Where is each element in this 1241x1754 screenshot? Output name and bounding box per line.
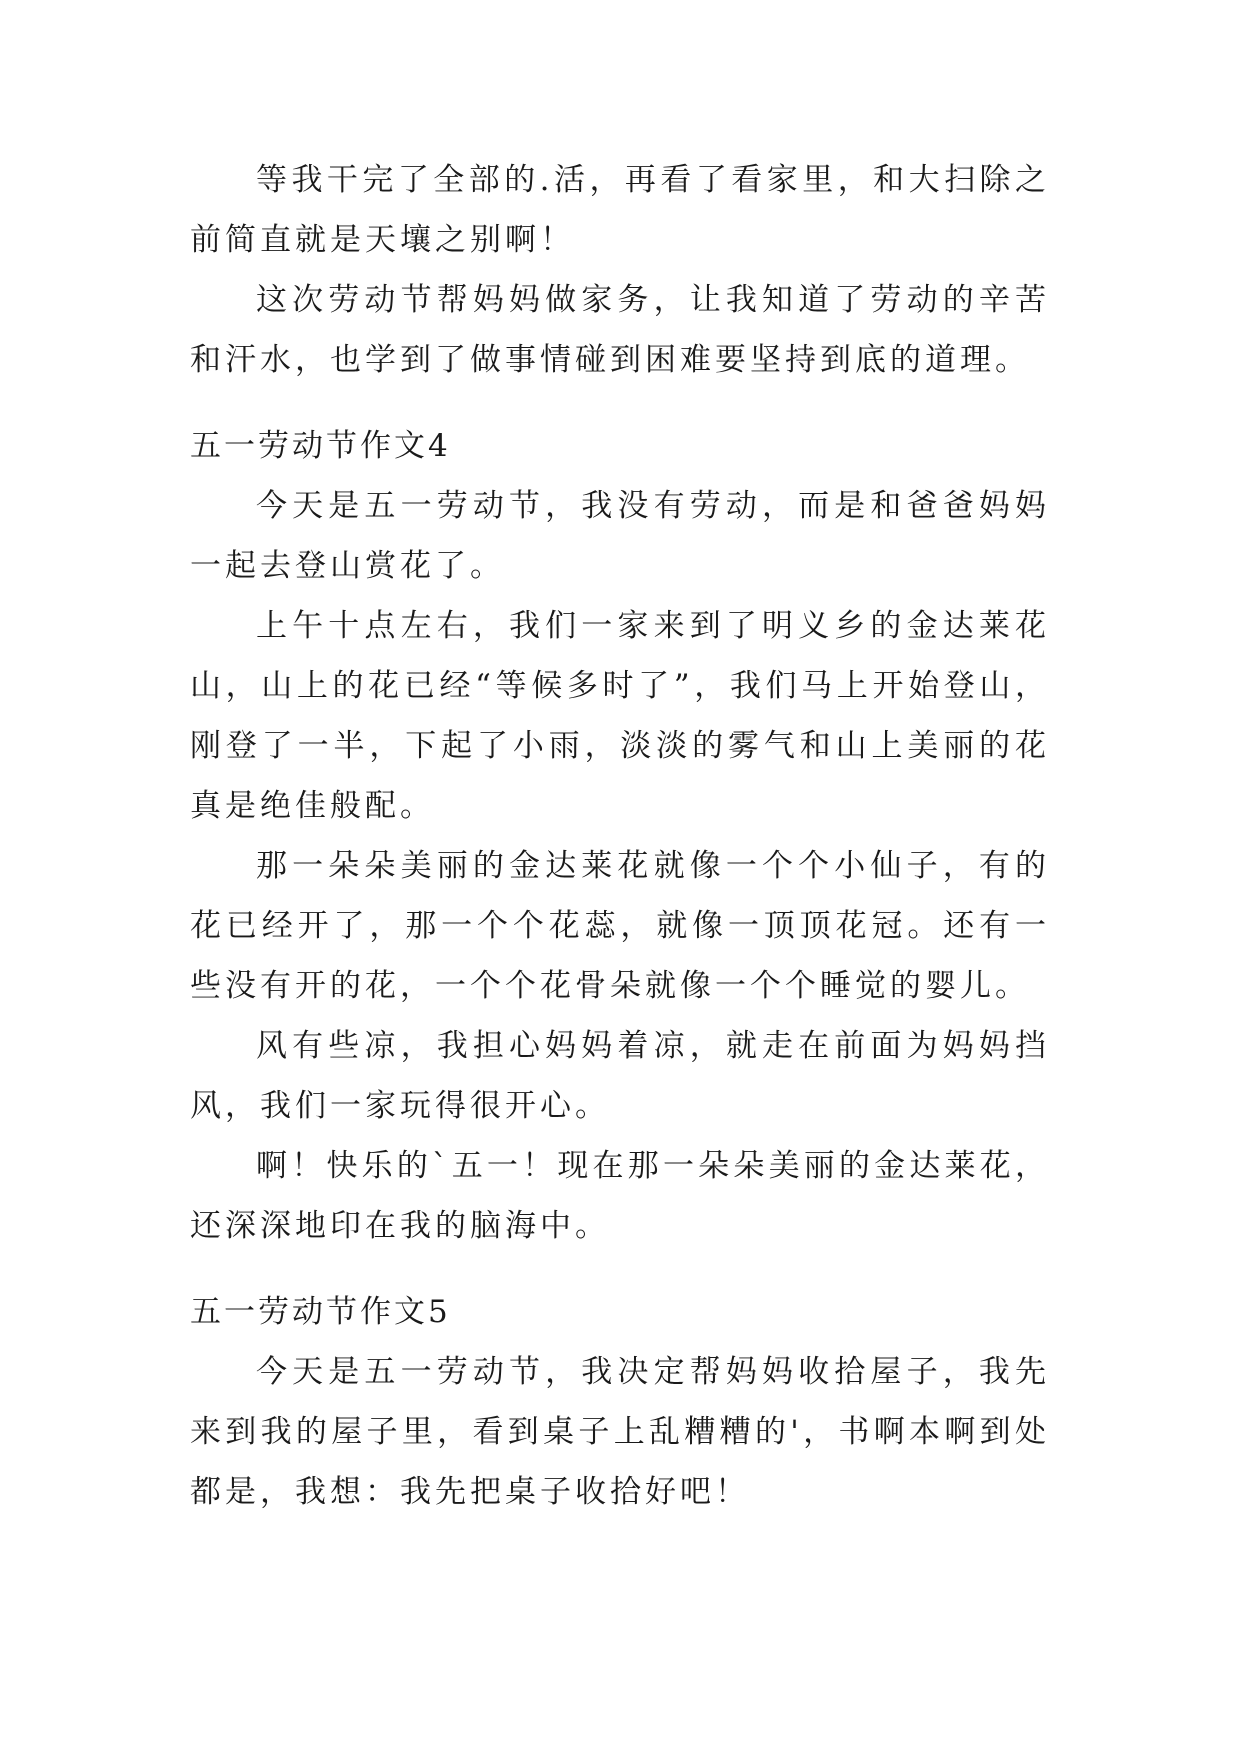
section-gap xyxy=(190,1256,1050,1282)
paragraph: 那一朵朵美丽的金达莱花就像一个个小仙子，有的花已经开了，那一个个花蕊，就像一顶顶花冠。还有一些没有开的花，一个个花骨朵就像一个个睡觉的婴儿。 xyxy=(190,848,1050,1004)
paragraph: 风有些凉，我担心妈妈着凉，就走在前面为妈妈挡风，我们一家玩得很开心。 xyxy=(190,1028,1050,1124)
section-gap xyxy=(190,390,1050,416)
section-heading: 五一劳动节作文5 xyxy=(190,1294,451,1330)
paragraph: 今天是五一劳动节，我没有劳动，而是和爸爸妈妈一起去登山赏花了。 xyxy=(190,488,1050,584)
section-heading: 五一劳动节作文4 xyxy=(190,428,451,464)
paragraph: 今天是五一劳动节，我决定帮妈妈收拾屋子，我先来到我的屋子里，看到桌子上乱糟糟的'，书啊本啊到处都是，我想：我先把桌子收拾好吧！ xyxy=(190,1354,1050,1510)
paragraph: 等我干完了全部的.活，再看了看家里，和大扫除之前简直就是天壤之别啊！ xyxy=(190,162,1050,258)
document-page xyxy=(190,150,1050,1522)
paragraph: 啊！快乐的`五一！现在那一朵朵美丽的金达莱花，还深深地印在我的脑海中。 xyxy=(190,1148,1050,1244)
paragraph: 这次劳动节帮妈妈做家务，让我知道了劳动的辛苦和汗水，也学到了做事情碰到困难要坚持到底的道理。 xyxy=(190,282,1050,378)
paragraph: 上午十点左右，我们一家来到了明义乡的金达莱花山，山上的花已经“等候多时了”，我们马上开始登山，刚登了一半，下起了小雨，淡淡的雾气和山上美丽的花真是绝佳般配。 xyxy=(190,608,1050,824)
